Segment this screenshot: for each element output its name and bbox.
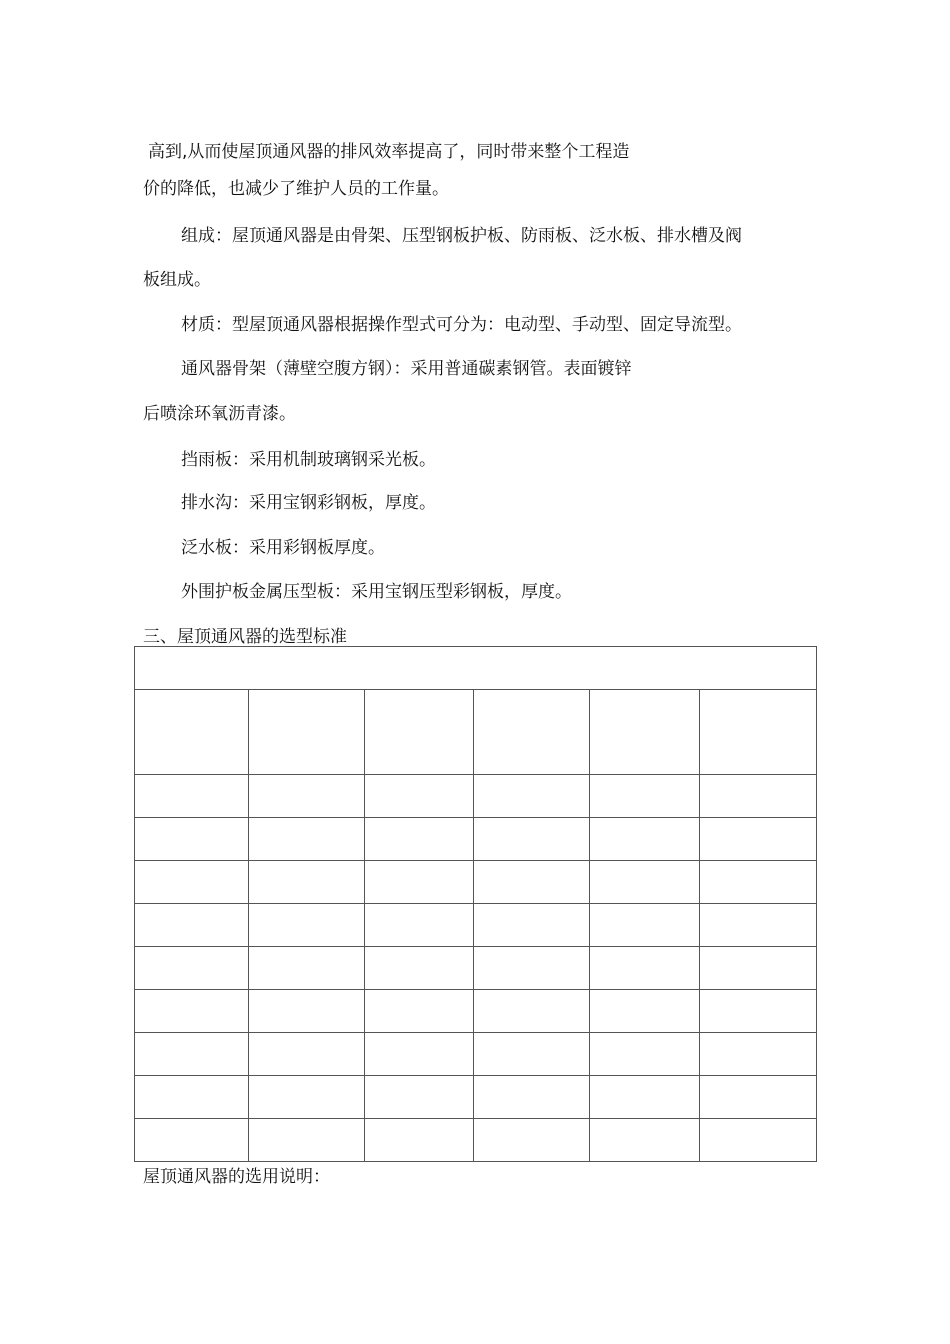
table-cell <box>700 861 817 904</box>
table-cell <box>249 1076 365 1119</box>
table-cell <box>474 775 590 818</box>
table-cell <box>249 1119 365 1162</box>
table-header-cell <box>700 690 817 775</box>
paragraph-line: 通风器骨架（薄壁空腹方钢）：采用普通碳素钢管。表面镀锌 <box>181 359 632 379</box>
section-heading: 三、屋顶通风器的选型标准 <box>143 627 347 647</box>
table-cell <box>700 818 817 861</box>
paragraph-line: 挡雨板：采用机制玻璃钢采光板。 <box>181 450 436 470</box>
table-cell <box>365 818 474 861</box>
table-row <box>135 1076 817 1119</box>
table-cell <box>249 818 365 861</box>
table-header-row <box>135 690 817 775</box>
table-cell <box>590 775 700 818</box>
table-cell <box>590 990 700 1033</box>
table-cell <box>700 775 817 818</box>
table-cell <box>700 1033 817 1076</box>
table-cell <box>249 990 365 1033</box>
table-row <box>135 947 817 990</box>
table-cell <box>365 904 474 947</box>
table-cell <box>365 861 474 904</box>
table-cell <box>474 1076 590 1119</box>
table-row <box>135 1119 817 1162</box>
table-title-row <box>135 647 817 690</box>
paragraph-line: 材质：型屋顶通风器根据操作型式可分为：电动型、手动型、固定导流型。 <box>181 315 742 335</box>
table-cell <box>590 861 700 904</box>
table-title-cell <box>135 647 817 690</box>
table-row <box>135 904 817 947</box>
table-cell <box>590 1033 700 1076</box>
selection-table <box>134 646 817 1162</box>
table-cell <box>135 990 249 1033</box>
table-cell <box>474 904 590 947</box>
table-header-cell <box>590 690 700 775</box>
table-cell <box>474 818 590 861</box>
table-cell <box>135 1076 249 1119</box>
table-cell <box>135 861 249 904</box>
paragraph-line: 排水沟：采用宝钢彩钢板，厚度。 <box>181 493 436 513</box>
table-cell <box>135 1033 249 1076</box>
paragraph-line: 外围护板金属压型板：采用宝钢压型彩钢板，厚度。 <box>181 582 572 602</box>
table-cell <box>135 904 249 947</box>
table-header-cell <box>365 690 474 775</box>
table-cell <box>474 861 590 904</box>
table-cell <box>590 1119 700 1162</box>
table-row <box>135 861 817 904</box>
table-cell <box>249 904 365 947</box>
paragraph-line: 后喷涂环氧沥青漆。 <box>143 404 296 424</box>
table-cell <box>474 947 590 990</box>
table-cell <box>474 990 590 1033</box>
table-row <box>135 1033 817 1076</box>
paragraph-line: 板组成。 <box>143 270 211 290</box>
table-cell <box>365 990 474 1033</box>
table-cell <box>365 947 474 990</box>
table-cell <box>249 775 365 818</box>
table-cell <box>365 1119 474 1162</box>
paragraph-line: 组成：屋顶通风器是由骨架、压型钢板护板、防雨板、泛水板、排水槽及阀 <box>181 226 742 246</box>
table-cell <box>135 1119 249 1162</box>
table-cell <box>249 861 365 904</box>
table-row <box>135 818 817 861</box>
table-cell <box>365 775 474 818</box>
table-cell <box>590 947 700 990</box>
table-header-cell <box>249 690 365 775</box>
table-cell <box>474 1033 590 1076</box>
table-cell <box>135 775 249 818</box>
table-cell <box>135 947 249 990</box>
table-row <box>135 990 817 1033</box>
table-header-cell <box>135 690 249 775</box>
table-cell <box>700 1119 817 1162</box>
footer-heading: 屋顶通风器的选用说明： <box>143 1167 330 1187</box>
paragraph-line: 泛水板：采用彩钢板厚度。 <box>181 538 385 558</box>
table-header-cell <box>474 690 590 775</box>
table-cell <box>700 904 817 947</box>
table-cell <box>700 990 817 1033</box>
table-cell <box>249 1033 365 1076</box>
table-cell <box>474 1119 590 1162</box>
table-cell <box>365 1033 474 1076</box>
table-cell <box>590 1076 700 1119</box>
table-cell <box>249 947 365 990</box>
table-row <box>135 775 817 818</box>
paragraph-line: 价的降低，也减少了维护人员的工作量。 <box>143 179 449 199</box>
table-cell <box>700 947 817 990</box>
table-cell <box>590 904 700 947</box>
table-cell <box>590 818 700 861</box>
table-cell <box>365 1076 474 1119</box>
paragraph-line: 高到,从而使屋顶通风器的排风效率提高了，同时带来整个工程造 <box>148 142 630 162</box>
table-cell <box>700 1076 817 1119</box>
table-cell <box>135 818 249 861</box>
